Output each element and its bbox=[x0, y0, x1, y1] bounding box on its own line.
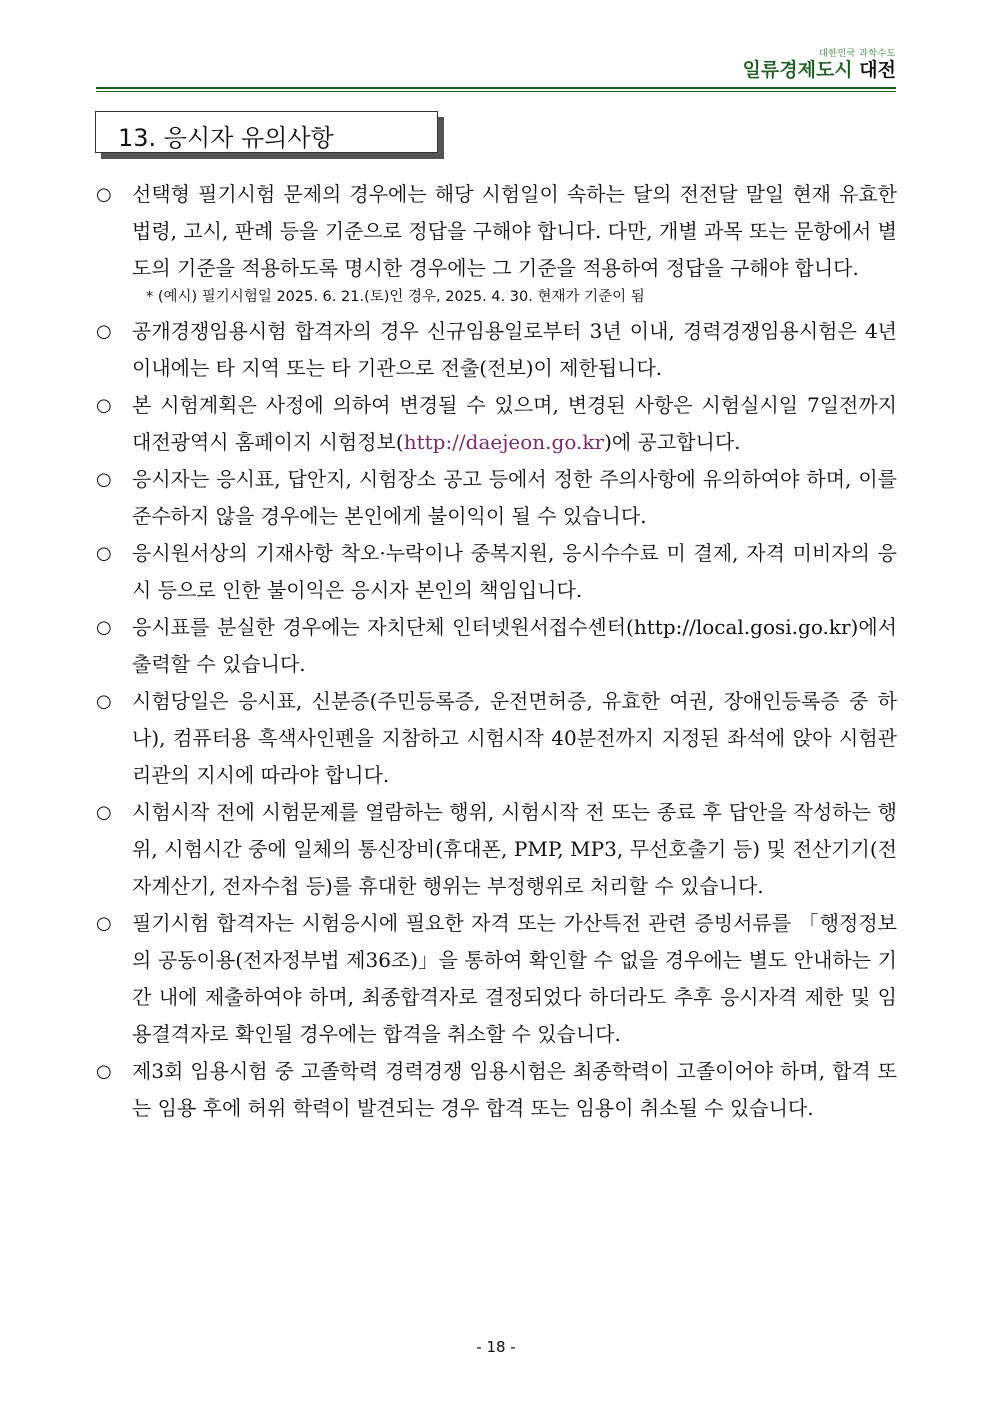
list-item bbox=[96, 1053, 897, 1127]
page-number: - 18 - bbox=[476, 1338, 516, 1356]
item-text: 제3회 임용시험 중 고졸학력 경력경쟁 임용시험은 최종학력이 고졸이어야 하며, 합격 또는 임용 후에 허위 학력이 발견되는 경우 합격 또는 임용이 취소될 수 있습니다. bbox=[132, 1059, 897, 1120]
logo-title-main: 일류경제도시 bbox=[742, 59, 860, 81]
list-item bbox=[96, 461, 897, 535]
bullet: ○ bbox=[96, 913, 112, 934]
bullet: ○ bbox=[96, 395, 112, 416]
list-item bbox=[96, 905, 897, 1053]
item-text: 필기시험 합격자는 시험응시에 필요한 자격 또는 가산특전 관련 증빙서류를 「행정정보의 공동이용(전자정부법 제36조)」을 통하여 확인할 수 없을 경우에는 별도 안내하는 기간 내에 제출하여야 하며, 최종합격자로 결정되었다 하더라도 추후 응시자격 제한 및 임용결격자로 확인될 경우에는 합격을 취소할 수 있습니다. bbox=[132, 911, 897, 1046]
bullet: ○ bbox=[96, 802, 112, 823]
section-heading-box bbox=[95, 111, 438, 153]
list-item bbox=[96, 387, 897, 461]
bullet: ○ bbox=[96, 691, 112, 712]
bullet: ○ bbox=[96, 469, 112, 490]
list-item bbox=[96, 176, 897, 287]
list-item bbox=[96, 683, 897, 794]
list-item bbox=[96, 794, 897, 905]
header-divider-thin bbox=[96, 91, 896, 92]
item-text: )에 공고합니다. bbox=[604, 430, 741, 454]
item-text: 응시원서상의 기재사항 착오·누락이나 중복지원, 응시수수료 미 결제, 자격 미비자의 응시 등으로 인한 불이익은 응시자 본인의 책임입니다. bbox=[132, 541, 897, 602]
item-text: 본 시험계획은 사정에 의하여 변경될 수 있으며, 변경된 사항은 시험실시일 7일전까지 대전광역시 홈페이지 시험정보( bbox=[132, 393, 897, 454]
notice-list bbox=[96, 176, 897, 1127]
bullet: ○ bbox=[96, 617, 112, 638]
item-text: 공개경쟁임용시험 합격자의 경우 신규임용일로부터 3년 이내, 경력경쟁임용시험은 4년 이내에는 타 지역 또는 타 기관으로 전출(전보)이 제한됩니다. bbox=[132, 319, 897, 380]
list-item bbox=[96, 313, 897, 387]
example-note: * (예시) 필기시험일 2025. 6. 21.(토)인 경우, 2025. 4. 30. 현재가 기준이 됨 bbox=[146, 289, 645, 305]
list-item bbox=[96, 535, 897, 609]
bullet: ○ bbox=[96, 543, 112, 564]
bullet: ○ bbox=[96, 184, 112, 205]
daejeon-homepage-link[interactable]: http://daejeon.go.kr bbox=[403, 430, 605, 454]
item-text: 시험당일은 응시표, 신분증(주민등록증, 운전면허증, 유효한 여권, 장애인등록증 중 하나), 컴퓨터용 흑색사인펜을 지참하고 시험시작 40분전까지 지정된 좌석에 앉아 시험관리관의 지시에 따라야 합니다. bbox=[132, 689, 897, 787]
list-item bbox=[96, 609, 897, 683]
item-text: 응시표를 분실한 경우에는 자치단체 인터넷원서접수센터(http://local.gosi.go.kr)에서 출력할 수 있습니다. bbox=[132, 615, 897, 676]
item-text: 응시자는 응시표, 답안지, 시험장소 공고 등에서 정한 주의사항에 유의하여야 하며, 이를 준수하지 않을 경우에는 본인에게 불이익이 될 수 있습니다. bbox=[132, 467, 897, 528]
item-text: 시험시작 전에 시험문제를 열람하는 행위, 시험시작 전 또는 종료 후 답안을 작성하는 행위, 시험시간 중에 일체의 통신장비(휴대폰, PMP, MP3, 무선호출기 등) 및 전산기기(전자계산기, 전자수첩 등)를 휴대한 행위는 부정행위로 처리할 수 있습니다. bbox=[132, 800, 897, 898]
logo-title-city: 대전 bbox=[859, 59, 896, 81]
item-text: 선택형 필기시험 문제의 경우에는 해당 시험일이 속하는 달의 전전달 말일 현재 유효한 법령, 고시, 판례 등을 기준으로 정답을 구해야 합니다. 다만, 개별 과목 또는 문항에서 별도의 기준을 적용하도록 명시한 경우에는 그 기준을 적용하여 정답을 구해야 합니다. bbox=[132, 182, 897, 280]
bullet: ○ bbox=[96, 321, 112, 342]
logo-subtitle: 대한민국 과학수도 bbox=[819, 49, 896, 59]
logo-title bbox=[743, 61, 896, 80]
header-divider bbox=[96, 87, 896, 89]
city-logo bbox=[743, 50, 896, 80]
bullet: ○ bbox=[96, 1061, 112, 1082]
section-title: 13. 응시자 유의사항 bbox=[118, 124, 334, 152]
